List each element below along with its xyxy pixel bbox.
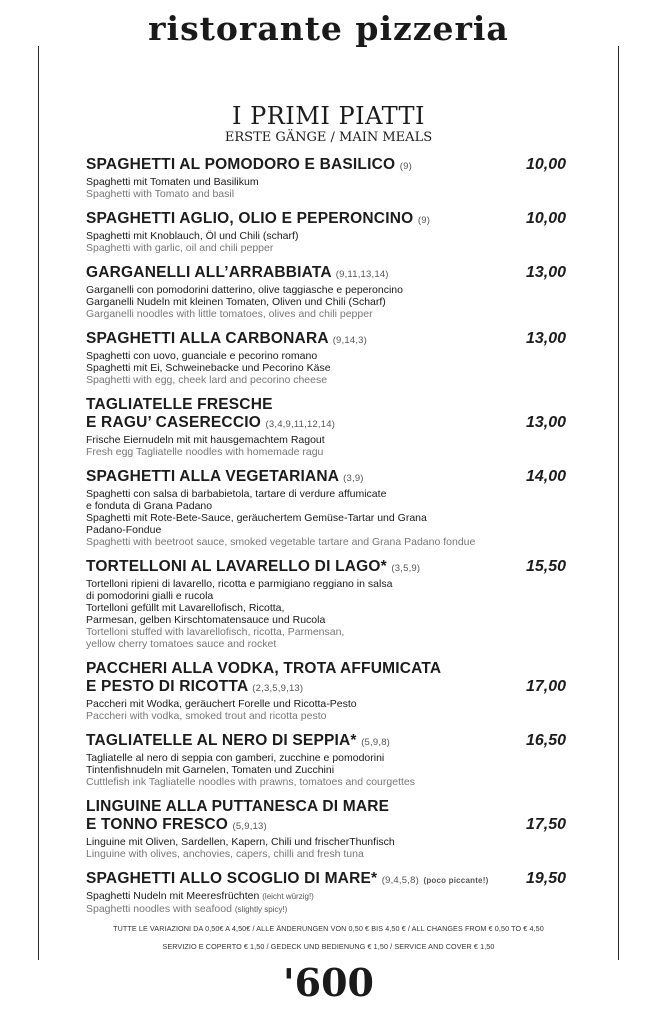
restaurant-logo: ristorante pizzeria <box>0 12 657 46</box>
dish-name-text: TAGLIATELLE AL NERO DI SEPPIA* <box>86 732 357 749</box>
dish-name <box>86 678 572 698</box>
dish-description: e fonduta di Grana Padano <box>86 500 213 512</box>
dish-description: Tintenfishnudeln mit Garnelen, Tomaten und Zucchini <box>86 764 335 776</box>
dish-description: Spaghetti mit Ei, Schweinebacke und Pecorino Käse <box>86 362 331 374</box>
dish-price: 13,00 <box>525 414 566 431</box>
allergen-codes: (9) <box>399 161 412 172</box>
menu-item <box>86 156 572 200</box>
allergen-codes: (3,5,9) <box>391 563 421 574</box>
dish-price: 10,00 <box>525 156 566 173</box>
dish-name <box>86 210 572 230</box>
footer-variations-note: TUTTE LE VARIAZIONI DA 0,50€ A 4,50€ / ALLE ÄNDERUNGEN VON 0,50 € BIS 4,50 € / ALL CHANGES FROM € 0,50 TO € 4,50 <box>113 924 544 933</box>
dish-description: Tagliatelle al nero di seppia con gamberi, zucchine e pomodorini <box>86 752 385 764</box>
allergen-codes: (2,3,5,9,13) <box>252 683 304 694</box>
dish-price: 15,50 <box>525 558 566 575</box>
allergen-codes: (9,4,5,8) <box>381 875 419 886</box>
dish-description-english: Linguine with olives, anchovies, capers, chilli and fresh tuna <box>86 848 364 860</box>
dish-description-english: Tortelloni stuffed with lavarellofisch, ricotta, Parmensan, <box>86 626 345 638</box>
dish-description-english: Garganelli noodles with little tomatoes, olives and chili pepper <box>86 308 373 320</box>
dish-price: 16,50 <box>525 732 566 749</box>
dish-description: Spaghetti mit Tomaten und Basilikum <box>86 176 259 188</box>
dish-description: di pomodorini gialli e rucola <box>86 590 214 602</box>
allergen-codes: (3,4,9,11,12,14) <box>265 419 336 430</box>
dish-price: 13,00 <box>525 264 566 281</box>
dish-name-text: SPAGHETTI AL POMODORO E BASILICO <box>86 156 396 173</box>
allergen-codes: (9) <box>417 215 431 226</box>
dish-name-line1: PACCHERI ALLA VODKA, TROTA AFFUMICATA <box>86 660 442 677</box>
menu-item <box>86 468 572 548</box>
dish-name-text: SPAGHETTI ALLO SCOGLIO DI MARE* <box>86 870 378 887</box>
dish-description: Garganelli Nudeln mit kleinen Tomaten, Oliven und Chili (Scharf) <box>86 296 386 308</box>
dish-description: Tortelloni gefüllt mit Lavarellofisch, Ricotta, <box>86 602 285 614</box>
dish-name <box>86 870 572 890</box>
dish-description-english: yellow cherry tomatoes sauce and rocket <box>86 638 277 650</box>
dish-description-english: Fresh egg Tagliatelle noodles with homemade ragu <box>86 446 324 458</box>
dish-description: Padano-Fondue <box>86 524 162 536</box>
dish-description: Spaghetti con uovo, guanciale e pecorino romano <box>86 350 318 362</box>
dish-description-english: Cuttlefish ink Tagliatelle noodles with prawns, tomatoes and courgettes <box>86 776 415 788</box>
footer-service-note: SERVIZIO E COPERTO € 1,50 / GEDECK UND BEDIENUNG € 1,50 / SERVICE AND COVER € 1,50 <box>162 942 495 951</box>
dish-name-text: GARGANELLI ALL’ARRABBIATA <box>86 264 332 281</box>
dish-price: 13,00 <box>525 330 566 347</box>
dish-price: 17,50 <box>525 816 566 833</box>
dish-description: Paccheri mit Wodka, geräuchert Forelle und Ricotta-Pesto <box>86 698 357 710</box>
dish-name-text: TORTELLONI AL LAVARELLO DI LAGO* <box>86 558 387 575</box>
spice-note-de: (leicht würzig!) <box>262 892 314 901</box>
spice-note: (poco piccante!) <box>423 876 489 885</box>
menu-item <box>86 732 572 788</box>
dish-name <box>86 264 572 284</box>
dish-name <box>86 156 572 176</box>
allergen-codes: (5,9,8) <box>361 737 391 748</box>
dish-description: Frische Eiernudeln mit mit hausgemachtem Ragout <box>86 434 325 446</box>
dish-description: Spaghetti mit Knoblauch, Öl und Chili (scharf) <box>86 230 299 242</box>
dish-description-english: Paccheri with vodka, smoked trout and ricotta pesto <box>86 710 327 722</box>
dish-name-text: E PESTO DI RICOTTA <box>86 678 248 695</box>
allergen-codes: (9,11,13,14) <box>335 269 389 280</box>
allergen-codes: (5,9,13) <box>232 821 267 832</box>
allergen-codes: (3,9) <box>343 473 364 484</box>
menu-item <box>86 210 572 254</box>
section-header <box>0 102 657 146</box>
dish-name-text: E TONNO FRESCO <box>86 816 229 833</box>
dish-name <box>86 732 572 752</box>
dish-name-text: E RAGU’ CASERECCIO <box>86 414 261 431</box>
dish-description-english: Spaghetti with garlic, oil and chili pepper <box>86 242 274 254</box>
dish-name-line1: LINGUINE ALLA PUTTANESCA DI MARE <box>86 798 390 815</box>
dish-description: Spaghetti mit Rote-Bete-Sauce, geräuchertem Gemüse-Tartar und Grana <box>86 512 427 524</box>
allergen-codes: (9,14,3) <box>332 335 368 346</box>
dish-name <box>86 330 572 350</box>
spice-note-en: (slightly spicy!) <box>234 905 288 914</box>
dish-description: Parmesan, gelben Kirschtomatensauce und Rucola <box>86 614 326 626</box>
dish-name-line1: TAGLIATELLE FRESCHE <box>86 396 273 413</box>
menu-items-list <box>86 156 572 926</box>
menu-item <box>86 396 572 458</box>
dish-name-text: SPAGHETTI AGLIO, OLIO E PEPERONCINO <box>86 210 414 227</box>
dish-name-text: SPAGHETTI ALLA VEGETARIANA <box>86 468 339 485</box>
dish-description-english: Spaghetti with egg, cheek lard and pecorino cheese <box>86 374 328 386</box>
dish-name <box>86 414 572 434</box>
dish-description: Tortelloni ripieni di lavarello, ricotta e parmigiano reggiano in salsa <box>86 578 393 590</box>
dish-description: Spaghetti Nudeln mit Meeresfrüchten (leicht würzig!) <box>86 890 314 902</box>
menu-item <box>86 264 572 320</box>
menu-item <box>86 870 572 916</box>
logo-600: '600 <box>0 960 657 1006</box>
dish-price: 14,00 <box>525 468 566 485</box>
section-subtitle: ERSTE GÄNGE / MAIN MEALS <box>224 130 433 145</box>
dish-name <box>86 558 572 578</box>
section-title: I PRIMI PIATTI <box>231 102 426 130</box>
dish-description: Linguine mit Oliven, Sardellen, Kapern, Chili und frischerThunfisch <box>86 836 395 848</box>
dish-description: Spaghetti con salsa di barbabietola, tartare di verdure affumicate <box>86 488 387 500</box>
dish-price: 10,00 <box>525 210 566 227</box>
menu-item <box>86 660 572 722</box>
dish-description: Garganelli con pomodorini datterino, olive taggiasche e peperoncino <box>86 284 403 296</box>
dish-price: 17,00 <box>525 678 566 695</box>
menu-item <box>86 330 572 386</box>
dish-price: 19,50 <box>525 870 566 887</box>
dish-name <box>86 816 572 836</box>
menu-item <box>86 558 572 650</box>
dish-description-english: Spaghetti with Tomato and basil <box>86 188 235 200</box>
dish-description-english: Spaghetti noodles with seafood (slightly spicy!) <box>86 903 288 915</box>
dish-description-english: Spaghetti with beetroot sauce, smoked vegetable tartare and Grana Padano fondue <box>86 536 476 548</box>
dish-name <box>86 468 572 488</box>
menu-item <box>86 798 572 860</box>
dish-name-text: SPAGHETTI ALLA CARBONARA <box>86 330 329 347</box>
